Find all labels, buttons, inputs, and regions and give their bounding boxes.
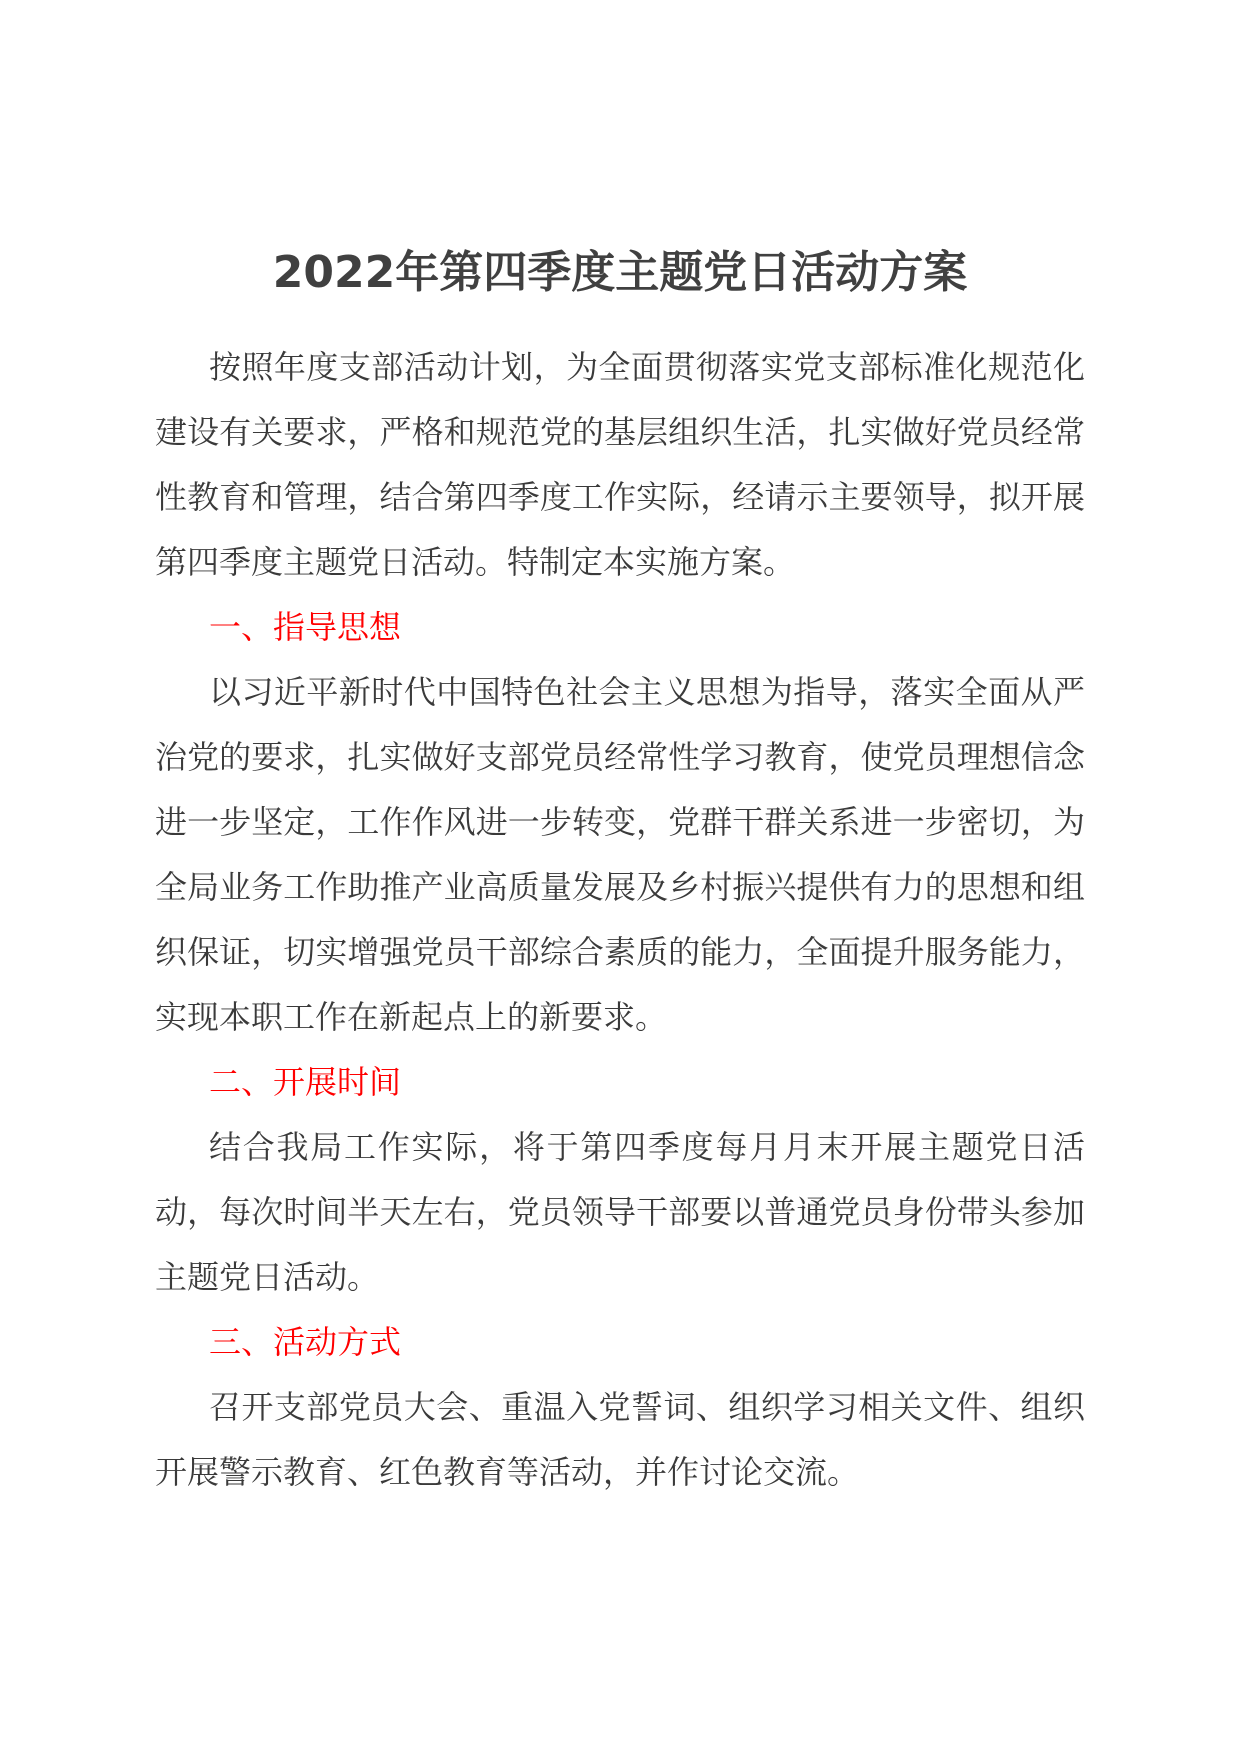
document-title: 2022年第四季度主题党日活动方案 <box>272 247 968 298</box>
section-heading-schedule: 二、开展时间 <box>209 1063 402 1101</box>
section-body-activity-format: 召开支部党员大会、重温入党誓词、组织学习相关文件、组织开展警示教育、红色教育等活动，并作讨论交流。 <box>155 1388 1085 1491</box>
intro-paragraph: 按照年度支部活动计划，为全面贯彻落实党支部标准化规范化建设有关要求，严格和规范党的基层组织生活，扎实做好党员经常性教育和管理，结合第四季度工作实际，经请示主要领导，拟开展第四季度主题党日活动。特制定本实施方案。 <box>155 348 1085 581</box>
section-heading-guiding-ideology: 一、指导思想 <box>209 608 402 646</box>
section-body-guiding-ideology: 以习近平新时代中国特色社会主义思想为指导，落实全面从严治党的要求，扎实做好支部党员经常性学习教育，使党员理想信念进一步坚定，工作作风进一步转变，党群干群关系进一步密切，为全局业务工作助推产业高质量发展及乡村振兴提供有力的思想和组织保证，切实增强党员干部综合素质的能力，全面提升服务能力，实现本职工作在新起点上的新要求。 <box>155 673 1085 1036</box>
document-body <box>155 335 1085 1505</box>
section-body-schedule: 结合我局工作实际，将于第四季度每月月末开展主题党日活动，每次时间半天左右，党员领导干部要以普通党员身份带头参加主题党日活动。 <box>155 1128 1085 1296</box>
section-heading-activity-format: 三、活动方式 <box>209 1323 402 1361</box>
